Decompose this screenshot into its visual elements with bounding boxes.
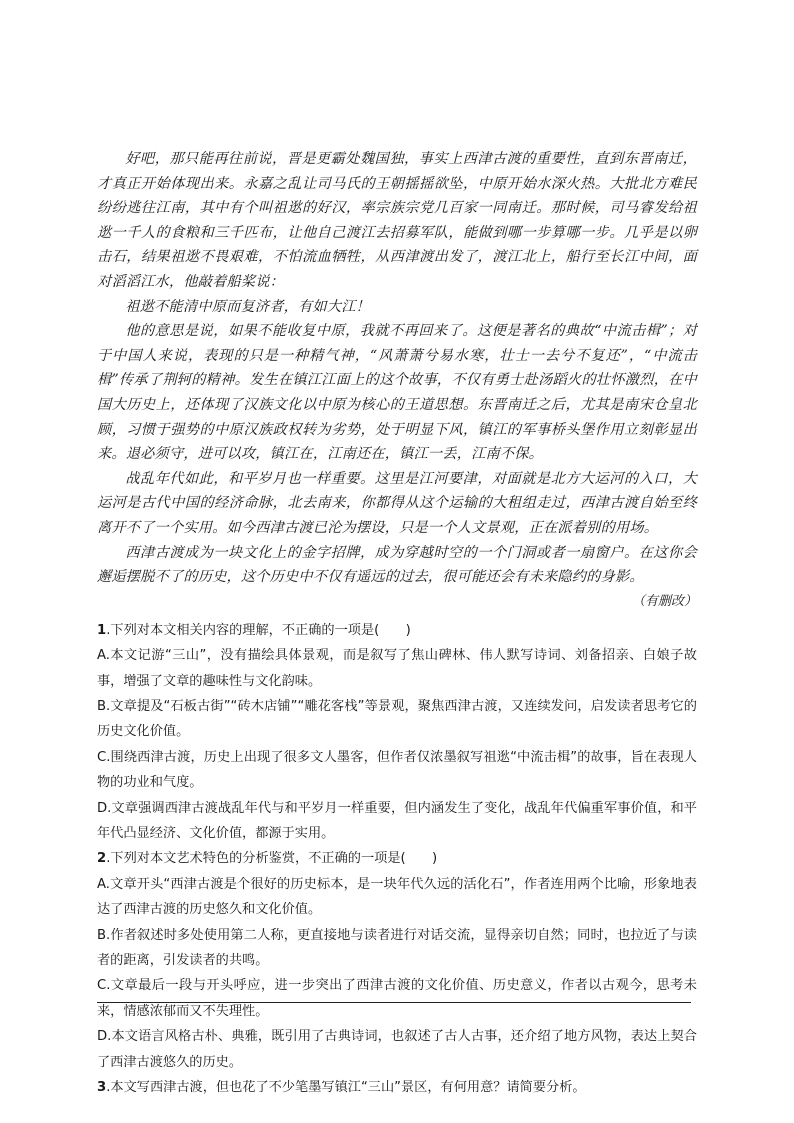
option-b: B.文章提及“石板古街”“砖木店铺”“雕花客栈”等景观，聚焦西津古渡，又连续发问，启发读者思考它的历史文化价值。 xyxy=(97,698,697,740)
source-note: （有删改） xyxy=(631,593,697,609)
option-b: B.作者叙述时多处使用第二人称，更直接地与读者进行对话交流，显得亲切自然；同时，也拉近了与读者的距离，引发读者的共鸣。 xyxy=(97,927,697,968)
option-a: A.文章开头“西津古渡是个很好的历史标本，是一块年代久远的活化石”，作者连用两个比喻，形象地表达了西津古渡的历史悠久和文化价值。 xyxy=(97,876,697,918)
passage-quote: 祖逖不能清中原而复济者，有如大江！ xyxy=(125,298,370,315)
question-number: 1 xyxy=(97,622,107,638)
question-1 xyxy=(97,618,697,847)
question-stem xyxy=(97,618,697,643)
answer-line[interactable] xyxy=(97,1002,691,1003)
question-3 xyxy=(97,1075,697,1100)
passage-paragraph: 战乱年代如此，和平岁月也一样重要。这里是江河要津，对面就是北方大运河的入口，大运河是古代中国的经济命脉，北去南来，你都得从这个运输的大租组走过，西津古渡自始至终离开不了一个实用。如今西津古渡已沦为摆设，只是一个人文景观，正在派着别的用场。 xyxy=(97,470,697,536)
question-text: .下列对本文相关内容的理解，不正确的一项是( ) xyxy=(106,622,411,638)
option-c: C.围绕西津古渡，历史上出现了很多文人墨客，但作者仅浓墨叙写祖逖“中流击楫”的故事，旨在表现人物的功业和气度。 xyxy=(97,749,697,791)
question-number: 3 xyxy=(97,1080,107,1095)
passage-paragraph: 西津古渡成为一块文化上的金字招牌，成为穿越时空的一个门洞或者一扇窗户。在这你会邂逅摆脱不了的历史，这个历史中不仅有遥远的过去，很可能还会有未来隐约的身影。 xyxy=(97,544,697,586)
question-text: .下列对本文艺术特色的分析鉴赏，不正确的一项是( ) xyxy=(106,851,438,867)
option-d: D.文章强调西津古渡战乱年代与和平岁月一样重要，但内涵发生了变化，战乱年代偏重军事价值，和平年代凸显经济、文化价值，都源于实用。 xyxy=(97,800,697,841)
option-a: A.本文记游“三山”，没有描绘具体景观，而是叙写了焦山碑林、伟人默写诗词、刘备招亲、白娘子故事，增强了文章的趣味性与文化韵味。 xyxy=(97,648,697,689)
question-stem xyxy=(97,1075,697,1100)
question-text: .本文写西津古渡，但也花了不少笔墨写镇江“三山”景区，有何用意？请简要分析。 xyxy=(106,1080,586,1095)
option-d: D.本文语言风格古朴、典雅，既引用了古典诗词，也叙述了古人古事，还介绍了地方风物，表达上契合了西津古渡悠久的历史。 xyxy=(97,1029,697,1070)
passage-paragraph: 好吧，那只能再往前说，晋是更霸处魏国独，事实上西津古渡的重要性，直到东晋南迁，才真正开始体现出来。永嘉之乱让司马氏的王朝摇摇欲坠，中原开始水深火热。大批北方难民纷纷逃往江南，其中有个叫祖逖的好汉，率宗族宗党几百家一同南迁。那时候，司马睿发给祖逖一千人的食粮和三千匹布，让他自己渡江去招募军队，能做到哪一步算哪一步。几乎是以卵击石，结果祖逖不畏艰难，不怕流血牺牲，从西津渡出发了，渡江北上，船行至长江中间，面对滔滔江水，他敲着船桨说： xyxy=(97,151,697,290)
question-number: 2 xyxy=(97,851,107,867)
option-c: C.文章最后一段与开头呼应，进一步突出了西津古渡的文化价值、历史意义，作者以古观今，思考未来，情感浓郁而又不失理性。 xyxy=(97,978,697,1019)
reading-passage xyxy=(97,147,697,590)
question-stem xyxy=(97,846,697,871)
passage-paragraph: 他的意思是说，如果不能收复中原，我就不再回来了。这便是著名的典故“中流击楫”；对于中国人来说，表现的只是一种精气神，“风萧萧兮易水寒，壮士一去兮不复还”，“中流击楫”传承了荆轲的精神。发生在镇江江面上的这个故事，不仅有勇士赴汤蹈火的壮怀激烈，在中国大历史上，还体现了汉族文化以中原为核心的王道思想。东晋南迁之后，尤其是南宋仓皇北顾，习惯于强势的中原汉族政权转为劣势，处于明显下风，镇江的军事桥头堡作用立刻彰显出来。退必须守，进可以攻，镇江在，江南还在，镇江一丢，江南不保。 xyxy=(97,323,697,463)
question-2 xyxy=(97,846,697,1075)
document-page xyxy=(97,147,697,1100)
